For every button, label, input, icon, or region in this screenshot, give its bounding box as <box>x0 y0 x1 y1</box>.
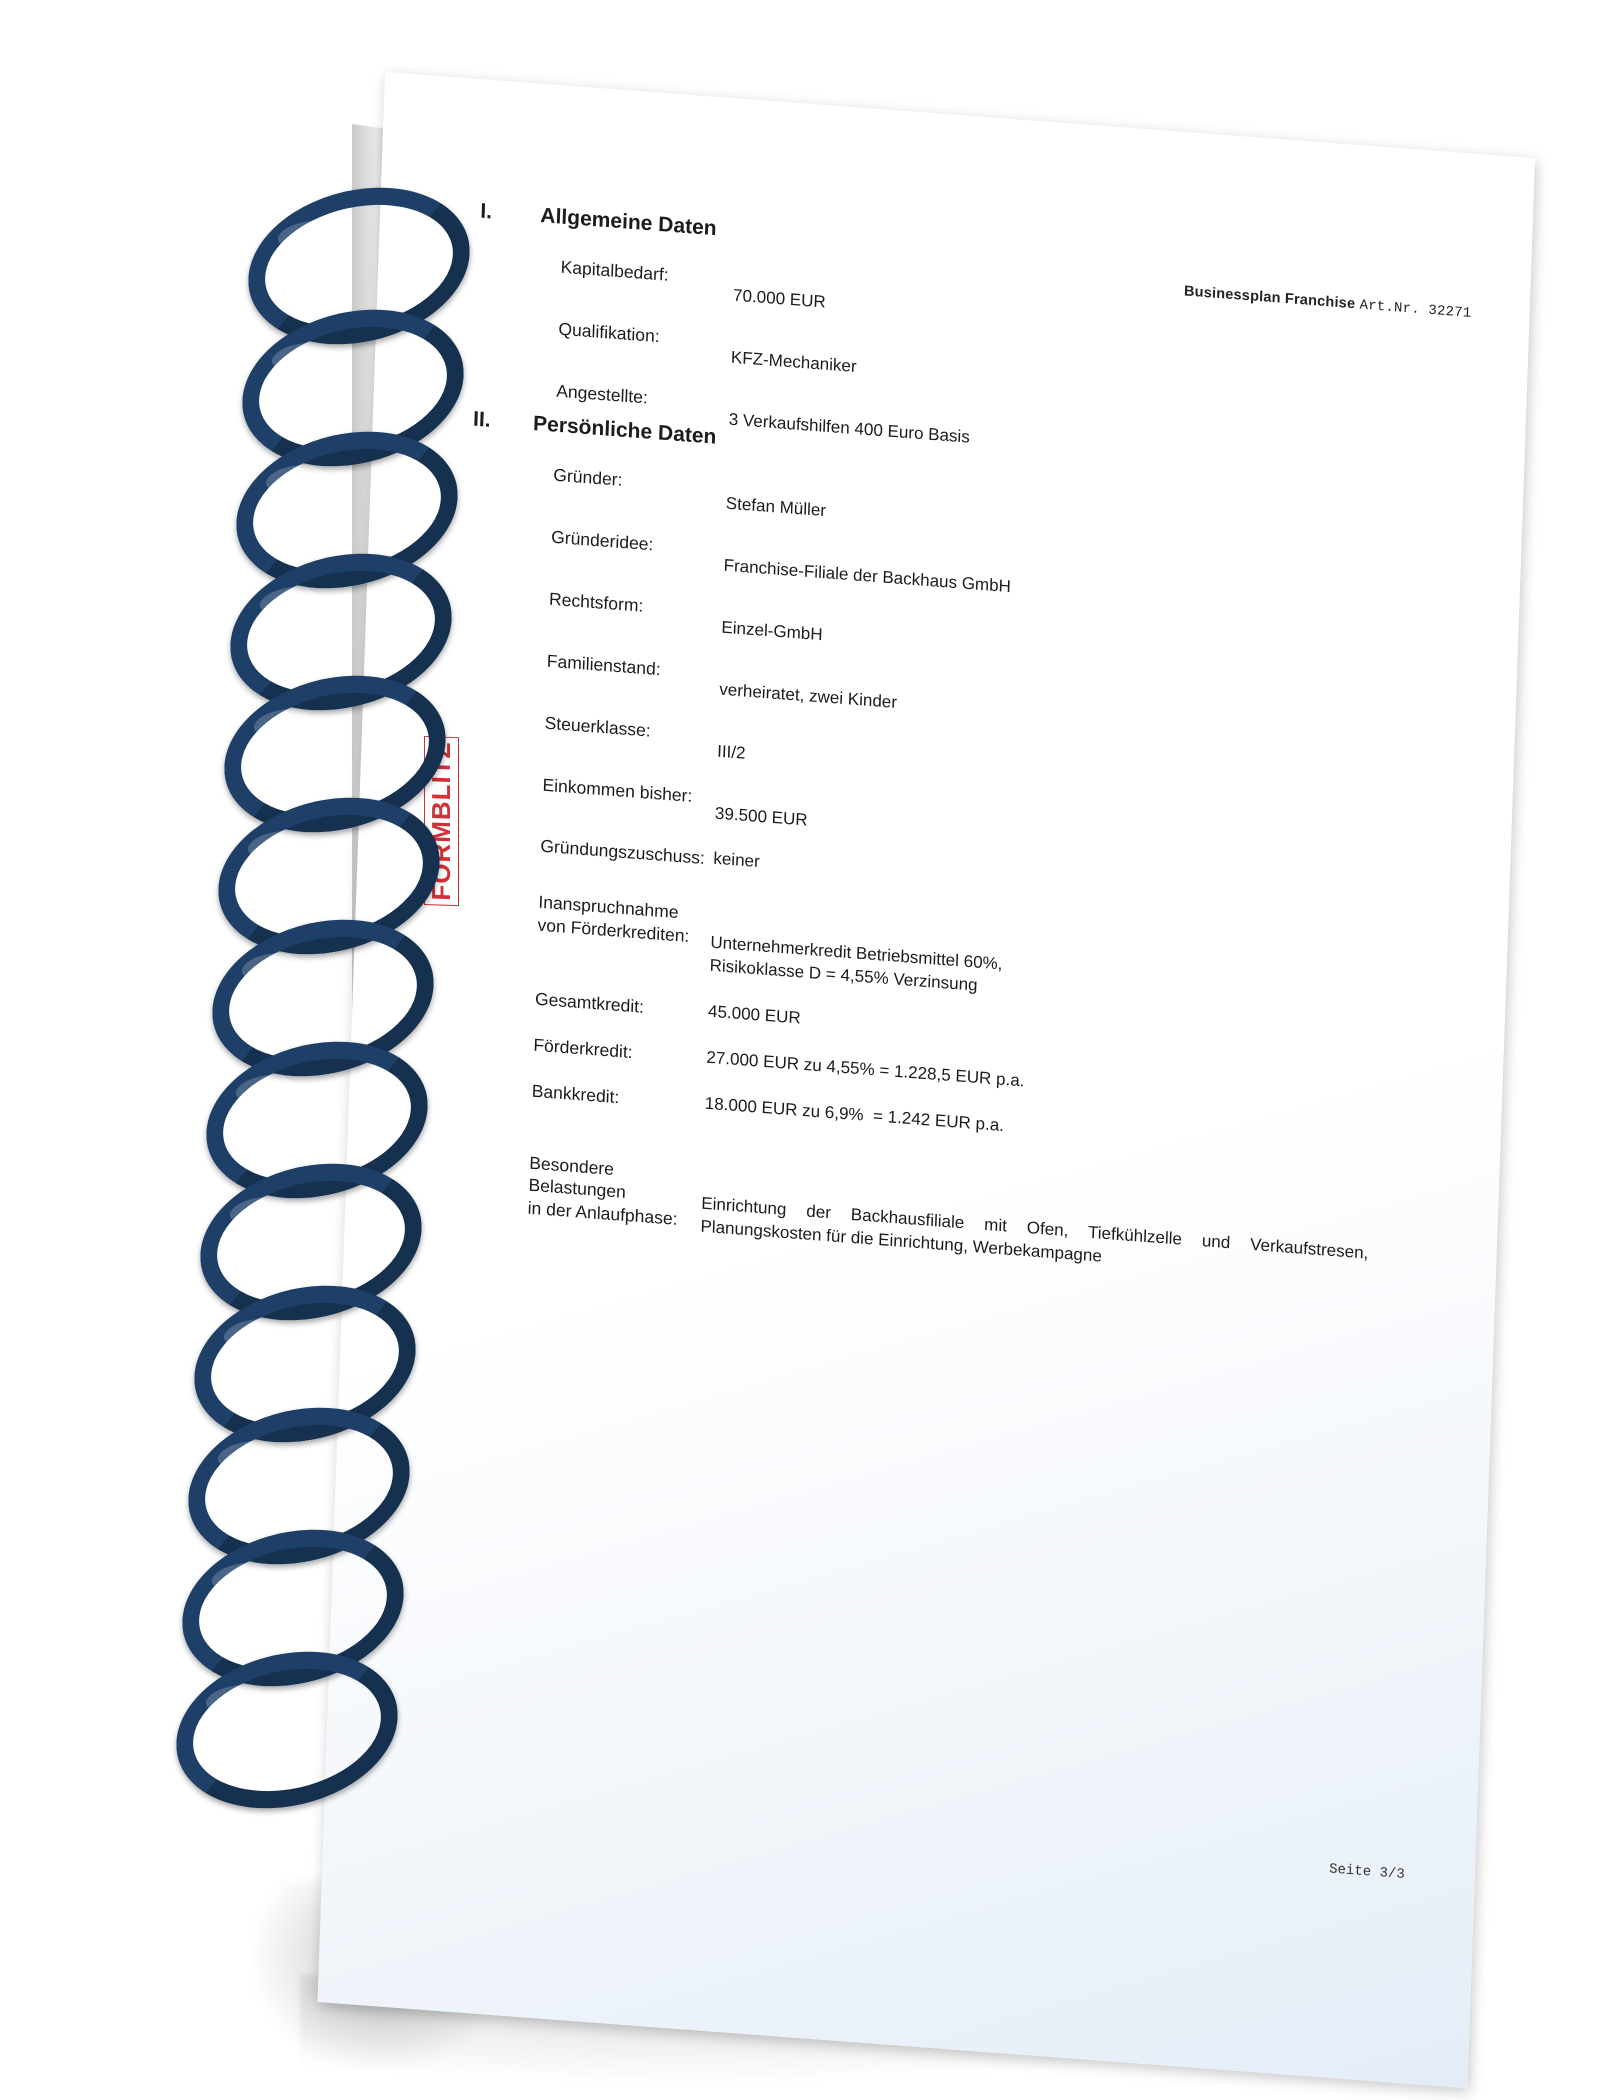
page-number: Seite 3/3 <box>1328 1861 1406 1883</box>
watermark-formblitz <box>424 736 459 906</box>
row-value: 3 Verkaufshilfen 400 Euro Basis <box>728 409 971 447</box>
row-label: Besondere Belastungen in der Anlaufphase: <box>527 1152 678 1229</box>
row-value: III/2 <box>716 741 746 763</box>
row-value: 27.000 EUR zu 4,55% = 1.228,5 EUR p.a. <box>706 1047 1025 1091</box>
document-page <box>317 72 1535 2088</box>
row-label: Gesamtkredit: <box>534 988 645 1018</box>
row-label: Gründungszuschuss: <box>540 836 706 869</box>
watermark-label: FORMBLITZ <box>424 736 459 906</box>
row-value: Stefan Müller <box>725 493 827 520</box>
row-label: Angestellte: <box>555 380 649 408</box>
row-label: Steuerklasse: <box>544 712 652 741</box>
row-value: Unternehmerkredit Betriebsmittel 60%, Risikoklasse D = 4,55% Verzinsung <box>709 933 1003 996</box>
section-number: II. <box>472 407 492 432</box>
row-value: Franchise-Filiale der Backhaus GmbH <box>723 555 1012 596</box>
page-content <box>317 72 1535 2088</box>
row-value: KFZ-Mechaniker <box>730 347 857 376</box>
row-value: 45.000 EUR <box>707 1001 802 1028</box>
row-label: Bankkredit: <box>531 1080 620 1108</box>
row-label: Einkommen bisher: <box>542 774 693 806</box>
row-value: 70.000 EUR <box>732 285 827 312</box>
row-label: Qualifikation: <box>558 318 661 347</box>
row-value: keiner <box>713 849 761 872</box>
document-article-number: Art.Nr. 32271 <box>1359 297 1472 322</box>
row-value: verheiratet, zwei Kinder <box>719 679 898 712</box>
row-label: Gründeridee: <box>550 526 654 555</box>
row-value: 18.000 EUR zu 6,9% = 1.242 EUR p.a. <box>704 1093 1005 1136</box>
row-label: Gründer: <box>553 464 623 490</box>
section-2-rows <box>445 457 1452 1293</box>
row-value: Einrichtung der Backhausfiliale mit Ofen, Tiefkühlzelle und Verkaufstresen, Planungskosten für die Einrichtung, Werbekampagne <box>700 1193 1369 1266</box>
row-value: 39.500 EUR <box>714 803 808 830</box>
row-label: Familienstand: <box>546 650 662 679</box>
row-label: Inanspruchnahme von Förderkrediten: <box>537 892 690 946</box>
row-label: Förderkredit: <box>533 1034 633 1063</box>
row-label: Rechtsform: <box>548 588 644 616</box>
row-label: Kapitalbedarf: <box>560 256 670 285</box>
document-reference-title: Businessplan Franchise <box>1183 283 1356 313</box>
section-title: Allgemeine Daten <box>539 204 718 241</box>
section-number: I. <box>479 199 493 224</box>
section-title: Persönliche Daten <box>532 411 717 449</box>
row-value: Einzel-GmbH <box>721 617 823 644</box>
